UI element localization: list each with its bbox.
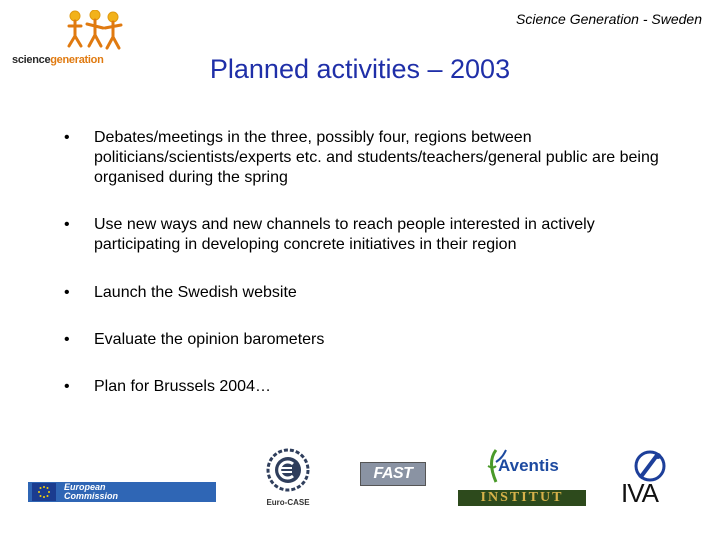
euro-case-text: Euro-CASE	[266, 498, 310, 507]
brand-wordmark-generation: generation	[50, 54, 104, 66]
euro-case-emblem-icon	[266, 448, 310, 492]
bullet-text: Launch the Swedish website	[94, 284, 297, 301]
bullet-item	[64, 215, 674, 255]
bullet-text: Plan for Brussels 2004…	[94, 378, 271, 395]
bullet-item	[64, 283, 674, 303]
euro-case-logo	[258, 448, 318, 508]
european-commission-logo	[28, 482, 216, 502]
bullet-dot: •	[64, 378, 70, 395]
bullet-dot: •	[64, 216, 70, 233]
european-commission-line2: Commission	[64, 491, 119, 501]
fast-text: FAST	[373, 465, 413, 482]
iva-text: IVA	[621, 478, 658, 508]
bullet-dot: •	[64, 284, 70, 301]
institut-logo	[458, 490, 586, 506]
bullet-item	[64, 128, 674, 188]
bullet-item	[64, 377, 674, 397]
fast-logo	[360, 462, 426, 486]
european-commission-text	[64, 483, 118, 501]
bullet-list	[64, 128, 674, 397]
bullet-item	[64, 330, 674, 350]
aventis-logo	[484, 448, 564, 484]
brand-wordmark-science: science	[12, 54, 51, 66]
iva-logo	[620, 450, 680, 506]
eu-flag-icon	[32, 483, 56, 501]
bullet-text: Use new ways and new channels to reach people interested in actively participating in developing concrete initiatives in their region	[94, 216, 595, 253]
aventis-text: Aventis	[498, 456, 559, 475]
header-title: Science Generation - Sweden	[516, 11, 702, 27]
bullet-text: Evaluate the opinion barometers	[94, 331, 325, 348]
institut-text: INSTITUT	[480, 490, 564, 505]
european-commission-line1: European	[64, 482, 106, 492]
stick-figures-icon	[65, 10, 125, 56]
bullet-text: Debates/meetings in the three, possibly four, regions between politicians/scientists/experts etc. and students/teachers/general public are being organised during the spring	[94, 129, 659, 186]
bullet-dot: •	[64, 331, 70, 348]
bullet-dot: •	[64, 129, 70, 146]
slide-title: Planned activities – 2003	[209, 54, 511, 84]
